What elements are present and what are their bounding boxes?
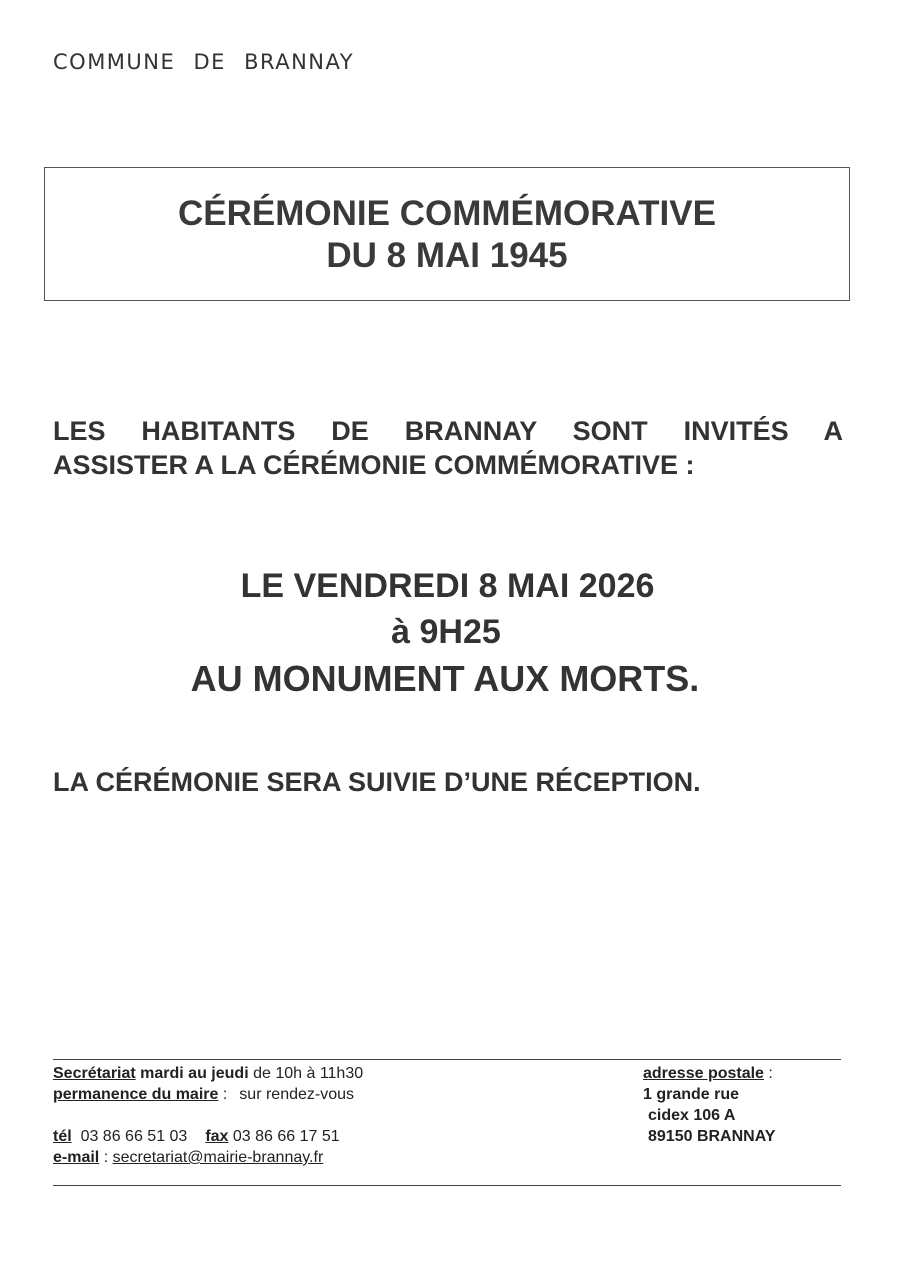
address-separator: : bbox=[763, 1065, 773, 1082]
secretariat-days: mardi au jeudi bbox=[135, 1065, 249, 1082]
reception-notice: LA CÉRÉMONIE SERA SUIVIE D’UNE RÉCEPTION. bbox=[53, 767, 701, 797]
footer-divider-top bbox=[53, 1059, 841, 1060]
secretariat-line bbox=[53, 1063, 363, 1084]
permanence-line bbox=[53, 1084, 363, 1105]
invitation-line-1: LES HABITANTS DE BRANNAY SONT INVITÉS A bbox=[53, 416, 843, 446]
postal-address bbox=[643, 1063, 775, 1147]
address-heading bbox=[643, 1063, 775, 1084]
address-line-2: cidex 106 A bbox=[648, 1107, 736, 1124]
commune-name: COMMUNE DE BRANNAY bbox=[53, 50, 355, 74]
fax-label: fax bbox=[205, 1128, 229, 1145]
tel-value: 03 86 66 51 03 bbox=[80, 1128, 188, 1145]
footer-contact bbox=[53, 1063, 363, 1168]
address-label: adresse postale bbox=[643, 1065, 764, 1082]
permanence-value: sur rendez-vous bbox=[239, 1086, 355, 1103]
email-label: e-mail bbox=[53, 1149, 100, 1166]
invitation-text bbox=[53, 414, 843, 482]
email-separator: : bbox=[99, 1149, 113, 1166]
fax-value: 03 86 66 17 51 bbox=[232, 1128, 340, 1145]
email-line bbox=[53, 1147, 363, 1168]
event-place: AU MONUMENT AUX MORTS. bbox=[190, 658, 700, 699]
secretariat-label: Secrétariat bbox=[53, 1065, 136, 1082]
footer-divider-bottom bbox=[53, 1185, 841, 1186]
invitation-line-2: ASSISTER A LA CÉRÉMONIE COMMÉMORATIVE : bbox=[53, 450, 695, 480]
permanence-separator: : bbox=[218, 1086, 228, 1103]
tel-label: tél bbox=[53, 1128, 72, 1145]
event-details bbox=[0, 563, 900, 703]
title-line-1: CÉRÉMONIE COMMÉMORATIVE bbox=[178, 194, 716, 233]
email-link[interactable]: secretariat@mairie-brannay.fr bbox=[112, 1149, 324, 1166]
title-line-2: DU 8 MAI 1945 bbox=[326, 236, 568, 275]
secretariat-hours: de 10h à 11h30 bbox=[248, 1065, 364, 1082]
phone-line bbox=[53, 1126, 363, 1147]
title-box bbox=[44, 167, 850, 301]
event-time: à 9H25 bbox=[391, 613, 501, 651]
permanence-label: permanence du maire bbox=[53, 1086, 219, 1103]
address-line-3: 89150 BRANNAY bbox=[648, 1128, 776, 1145]
event-date: LE VENDREDI 8 MAI 2026 bbox=[240, 567, 655, 605]
address-line-1: 1 grande rue bbox=[643, 1086, 740, 1103]
